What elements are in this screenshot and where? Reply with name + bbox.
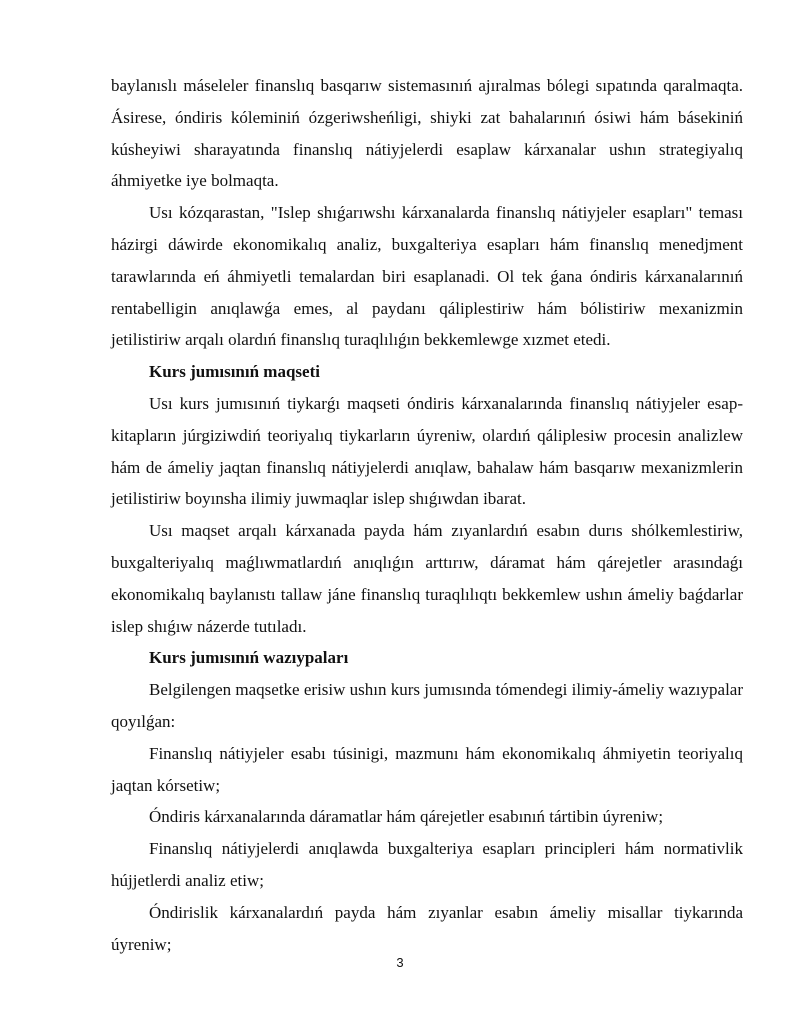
heading-course-tasks: Kurs jumısınıń wazıypaları <box>149 648 349 668</box>
task-item-2: Óndiris kárxanalarında dáramatlar hám qárejetler esabınıń tártibin úyreniw; <box>149 807 664 827</box>
paragraph-intro-continuation: baylanıslı máseleler finanslıq basqarıw sistemasınıń ajıralmas bólegi sıpatında qaralmaqta. Ásirese, óndiris kóleminiń ózgeriwsheńligi, shiyki zat bahalarınıń ósiwi hám básekiniń kúsheyiwi sharayatında finanslıq nátiyjelerdi esaplaw kárxanalar ushın strategiyalıq áhmiyetke iye bolmaqta. <box>111 76 743 191</box>
page-body <box>111 70 743 960</box>
page-number: 3 <box>396 955 404 970</box>
paragraph-goal-main: Usı kurs jumısınıń tiykarǵı maqseti óndiris kárxanalarında finanslıq nátiyjeler esap-kitapların júrgiziwdiń teoriyalıq tiykarların úyreniw, olardıń qáliplesiw procesin analizlew hám de ámeliy jaqtan finanslıq nátiyjelerdi anıqlaw, bahalaw hám basqarıw mexanizmlerin jetilistiriw boyınsha ilimiy juwmaqlar islep shıǵıwdan ibarat. <box>111 393 743 509</box>
paragraph-topic-relevance: Usı kózqarastan, "Islep shıǵarıwshı kárxanalarda finanslıq nátiyjeler esapları" teması házirgi dáwirde ekonomikalıq analiz, buxgalteriya esapları hám finanslıq menedjment tarawlarında eń áhmiyetli temalardan biri esaplanadi. Ol tek ǵana óndiris kárxanalarınıń rentabelligin anıqlawǵa emes, al paydanı qáliplestiriw hám bólistiriw mexanizmin jetilistiriw arqalı olardıń finanslıq turaqlılıǵın bekkemlewge xızmet etedi. <box>111 203 743 350</box>
paragraph-goal-details: Usı maqset arqalı kárxanada payda hám zıyanlardıń esabın durıs shólkemlestiriw, buxgalteriyalıq maǵlıwmatlardıń anıqlıǵın arttırıw, dáramat hám qárejetler arasındaǵı ekonomikalıq baylanıstı tallaw jáne finanslıq turaqlılıqtı bekkemlew ushın ámeliy baǵdarlar islep shıǵıw názerde tutıladı. <box>111 521 743 636</box>
task-item-1: Finanslıq nátiyjeler esabı túsinigi, mazmunı hám ekonomikalıq áhmiyetin teoriyalıq jaqtan kórsetiw; <box>111 743 743 795</box>
task-item-3: Finanslıq nátiyjelerdi anıqlawda buxgalteriya esapları principleri hám normativlik hújjetlerdi analiz etiw; <box>111 839 743 890</box>
paragraph-tasks-intro: Belgilengen maqsetke erisiw ushın kurs jumısında tómendegi ilimiy-ámeliy wazıypalar qoyılǵan: <box>111 680 743 731</box>
task-item-4: Óndirislik kárxanalardıń payda hám zıyanlar esabın ámeliy misallar tiykarında úyreniw; <box>111 902 743 954</box>
heading-course-goal: Kurs jumısınıń maqseti <box>149 362 320 382</box>
